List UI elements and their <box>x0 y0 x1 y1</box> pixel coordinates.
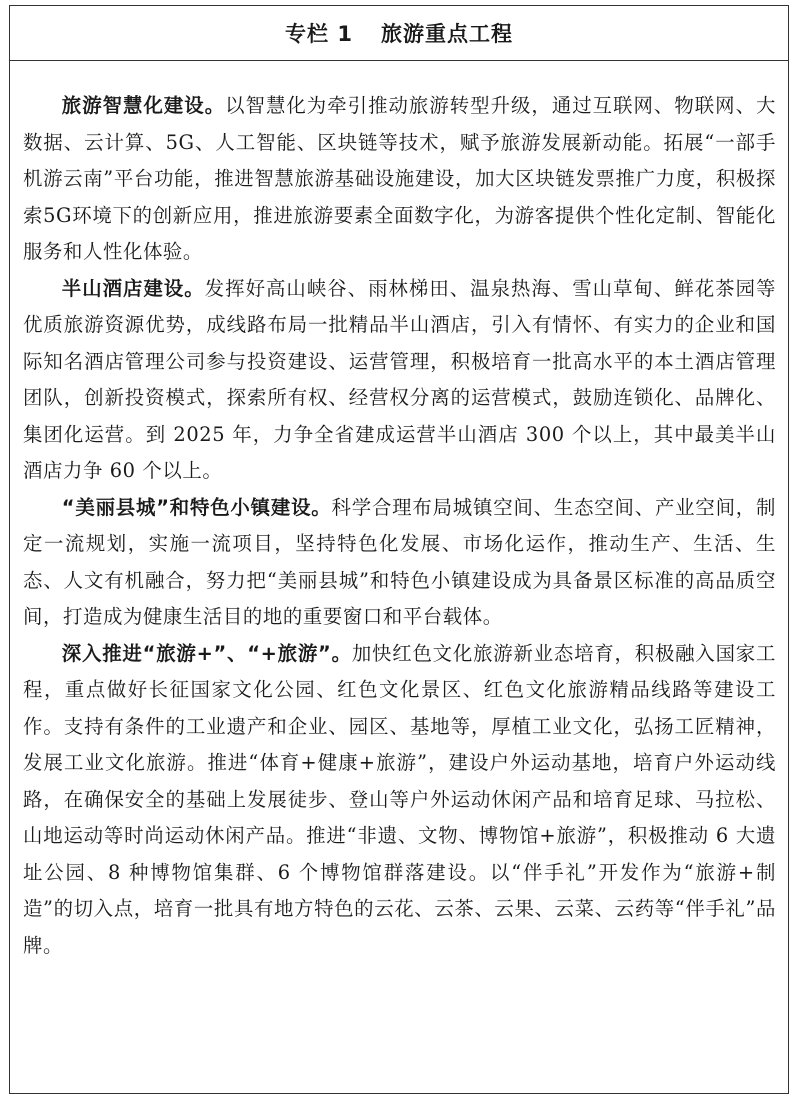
section-heading: 半山酒店建设。 <box>61 276 205 300</box>
section-heading: 深入推进“旅游+”、“+旅游”。 <box>61 641 352 665</box>
section-text: 发挥好高山峡谷、雨林梯田、温泉热海、雪山草甸、鲜花茶园等优质旅游资源优势，成线路布局一批精品半山酒店，引入有情怀、有实力的企业和国际知名酒店管理公司参与投资建设、运营管理，积极培育一批高水平的本土酒店管理团队，创新投资模式，探索所有权、经营权分离的运营模式，鼓励连锁化、品牌化、集团化运营。到 2025 年，力争全省建成运营半山酒店 300 个以上，其中最美半山酒店力争 60 个以上。 <box>23 276 776 482</box>
section-text: 科学合理布局城镇空间、生态空间、产业空间，制定一流规划，实施一流项目，坚持特色化发展、市场化运作，推动生产、生活、生态、人文有机融合，努力把“美丽县城”和特色小镇建设成为具备景区标准的高品质空间，打造成为健康生活目的地的重要窗口和平台载体。 <box>23 495 777 628</box>
section-hillside-hotels <box>23 271 776 490</box>
section-smart-tourism <box>23 88 776 271</box>
column-box <box>9 5 789 1094</box>
section-text: 加快红色文化旅游新业态培育，积极融入国家工程，重点做好长征国家文化公园、红色文化景区、红色文化旅游精品线路等建设工作。支持有条件的工业遗产和企业、园区、基地等，厚植工业文化，弘扬工匠精神，发展工业文化旅游。推进“体育+健康+旅游”，建设户外运动基地，培育户外运动线路，在确保安全的基础上发展徒步、登山等户外运动休闲产品和培育足球、马拉松、山地运动等时尚运动休闲产品。推进“非遗、文物、博物馆+旅游”，积极推动 6 大遗址公园、8 种博物馆集群、6 个博物馆群落建设。以“伴手礼”开发作为“旅游+制造”的切入点，培育一批具有地方特色的云花、云茶、云果、云菜、云药等“伴手礼”品牌。 <box>23 641 776 957</box>
column-title: 旅游重点工程 <box>380 22 513 46</box>
column-label: 专栏 1 <box>285 22 353 46</box>
column-header <box>10 6 788 61</box>
section-tourism-plus <box>23 636 776 965</box>
section-heading: 旅游智慧化建设。 <box>61 94 226 117</box>
section-heading: “美丽县城”和特色小镇建设。 <box>61 495 332 519</box>
section-beautiful-county <box>23 490 776 636</box>
column-body <box>10 61 788 964</box>
section-text: 以智慧化为牵引推动旅游转型升级，通过互联网、物联网、大数据、云计算、5G、人工智能、区块链等技术，赋予旅游发展新动能。拓展“一部手机游云南”平台功能，推进智慧旅游基础设施建设，加大区块链发票推广力度，积极探索5G环境下的创新应用，推进旅游要素全面数字化，为游客提供个性化定制、智能化服务和人性化体验。 <box>23 94 776 263</box>
